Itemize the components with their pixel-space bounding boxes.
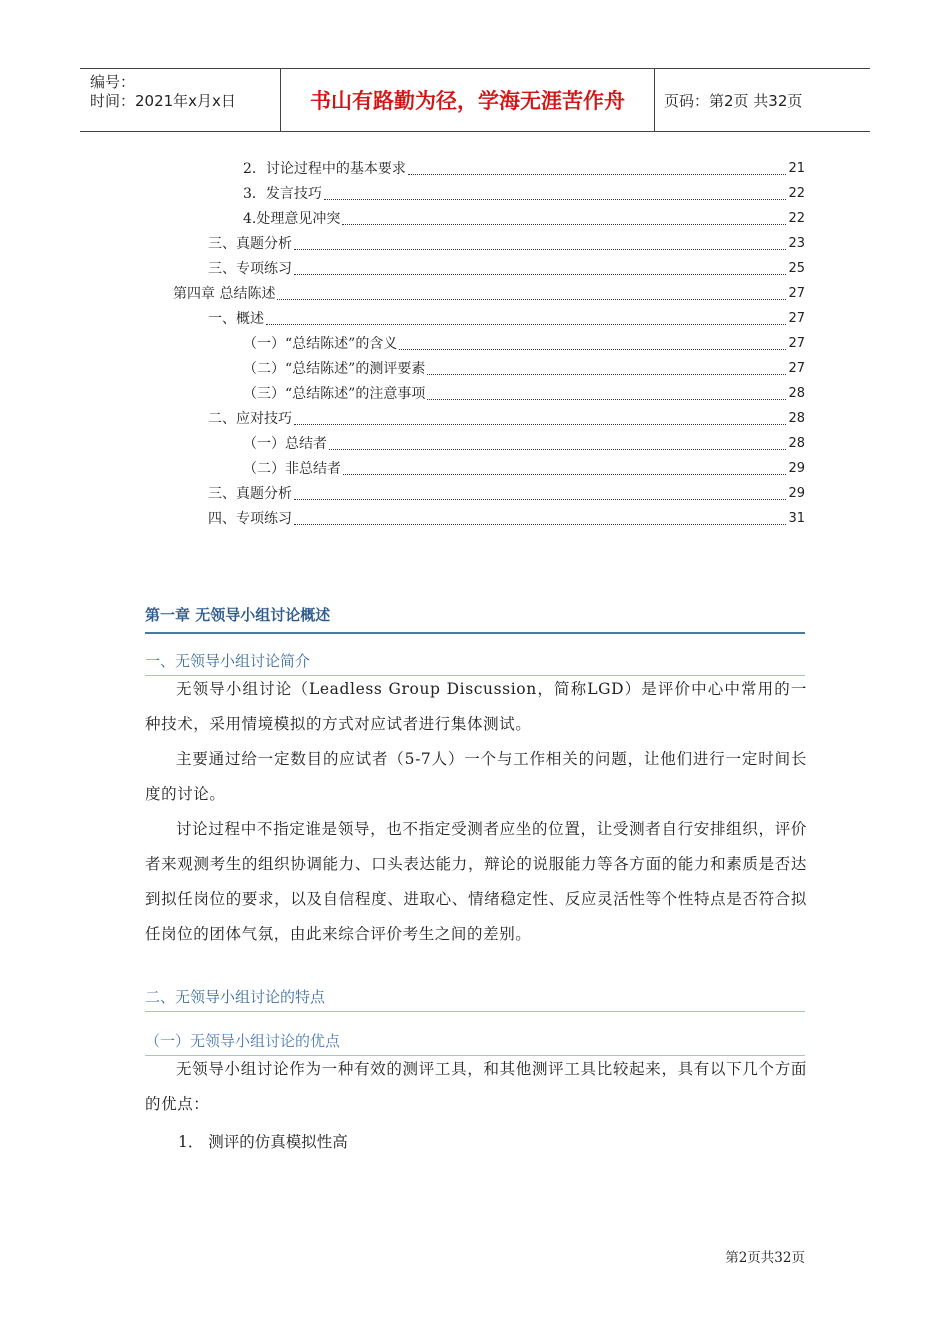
toc-entry[interactable] xyxy=(243,180,805,204)
header-info-cell xyxy=(80,69,280,131)
paragraph: 无领导小组讨论（Leadless Group Discussion，简称LGD）是评价中心中常用的一种技术，采用情境模拟的方式对应试者进行集体测试。 xyxy=(145,680,807,733)
toc-entry[interactable] xyxy=(243,380,805,404)
toc-entry-text: 4.处理意见冲突 xyxy=(243,211,341,227)
toc-entry-page: 25 xyxy=(788,261,805,276)
toc-entry-page: 27 xyxy=(788,311,805,326)
toc-entry-text: 3．发言技巧 xyxy=(243,186,322,202)
toc-entry-text: 二、应对技巧 xyxy=(208,411,292,427)
toc-entry[interactable] xyxy=(243,355,805,379)
toc-leader xyxy=(399,348,786,350)
toc-leader xyxy=(343,473,786,475)
toc-entry[interactable] xyxy=(208,480,805,504)
paragraph: 主要通过给一定数目的应试者（5-7人）一个与工作相关的问题，让他们进行一定时间长度的讨论。 xyxy=(145,750,807,803)
toc-entry-page: 29 xyxy=(788,461,805,476)
paragraph: 讨论过程中不指定谁是领导，也不指定受测者应坐的位置，让受测者自行安排组织，评价者来观测考生的组织协调能力、口头表达能力，辩论的说服能力等各方面的能力和素质是否达到拟任岗位的要求，以及自信程度、进取心、情绪稳定性、反应灵活性等个性特点是否符合拟任岗位的团体气氛，由此来综合评价考生之间的差别。 xyxy=(145,820,807,943)
toc-entry-text: 2．讨论过程中的基本要求 xyxy=(243,161,406,177)
toc-entry[interactable] xyxy=(208,505,805,529)
toc-leader xyxy=(294,273,786,275)
toc-entry[interactable] xyxy=(243,455,805,479)
section-title: 一、无领导小组讨论简介 xyxy=(145,650,805,676)
toc-entry-page: 31 xyxy=(788,511,805,526)
toc-entry-page: 28 xyxy=(788,436,805,451)
header-number: 编号： xyxy=(90,73,136,91)
toc-entry-page: 21 xyxy=(788,161,805,176)
page-footer: 第2页共32页 xyxy=(725,1250,805,1266)
toc-entry[interactable] xyxy=(208,405,805,429)
toc-entry[interactable] xyxy=(208,255,805,279)
toc-entry[interactable] xyxy=(243,155,805,179)
toc-entry-text: 四、专项练习 xyxy=(208,511,292,527)
section-title: 二、无领导小组讨论的特点 xyxy=(145,986,805,1012)
toc-entry-page: 28 xyxy=(788,386,805,401)
toc-entry-text: （三）“总结陈述”的注意事项 xyxy=(243,386,426,402)
toc-entry-page: 29 xyxy=(788,486,805,501)
toc-leader xyxy=(294,423,786,425)
toc-entry-text: （一）总结者 xyxy=(243,436,327,452)
toc-entry-text: （二）非总结者 xyxy=(243,461,341,477)
page-header xyxy=(80,68,870,132)
toc-leader xyxy=(266,323,786,325)
toc-entry-page: 22 xyxy=(788,186,805,201)
toc-entry-text: 三、真题分析 xyxy=(208,236,292,252)
header-page-label: 页码：第2页 共32页 xyxy=(664,91,803,110)
toc-entry-text: （一）“总结陈述”的含义 xyxy=(243,336,398,352)
list-item: 1． 测评的仿真模拟性高 xyxy=(178,1133,348,1151)
paragraph: 无领导小组讨论作为一种有效的测评工具，和其他测评工具比较起来，具有以下几个方面的优点： xyxy=(145,1060,807,1113)
toc-leader xyxy=(294,248,786,250)
toc-entry-text: （二）“总结陈述”的测评要素 xyxy=(243,361,426,377)
toc-entry-page: 27 xyxy=(788,286,805,301)
toc-leader xyxy=(277,298,786,300)
toc-leader xyxy=(324,198,787,200)
toc-leader xyxy=(342,223,786,225)
toc-leader xyxy=(329,448,786,450)
toc-leader xyxy=(427,373,786,375)
subsection-title: （一）无领导小组讨论的优点 xyxy=(145,1030,805,1056)
toc-entry-text: 第四章 总结陈述 xyxy=(173,286,276,302)
toc-entry[interactable] xyxy=(243,430,805,454)
toc-entry-page: 27 xyxy=(788,336,805,351)
toc-entry[interactable] xyxy=(173,280,805,304)
toc-entry-page: 22 xyxy=(788,211,805,226)
toc-leader xyxy=(294,498,786,500)
toc-entry-page: 23 xyxy=(788,236,805,251)
toc-entry[interactable] xyxy=(243,330,805,354)
toc-entry-text: 一、概述 xyxy=(208,311,264,327)
toc-entry-text: 三、真题分析 xyxy=(208,486,292,502)
toc-entry[interactable] xyxy=(208,305,805,329)
header-motto: 书山有路勤为径，学海无涯苦作舟 xyxy=(310,89,625,113)
toc-leader xyxy=(408,173,787,175)
header-time: 时间：2021年x月x日 xyxy=(90,92,236,110)
toc-entry-page: 27 xyxy=(788,361,805,376)
toc-entry[interactable] xyxy=(208,230,805,254)
toc-leader xyxy=(294,523,786,525)
chapter-title: 第一章 无领导小组讨论概述 xyxy=(145,604,805,634)
toc-entry-page: 28 xyxy=(788,411,805,426)
toc-entry[interactable] xyxy=(243,205,805,229)
toc-entry-text: 三、专项练习 xyxy=(208,261,292,277)
toc-leader xyxy=(427,398,786,400)
